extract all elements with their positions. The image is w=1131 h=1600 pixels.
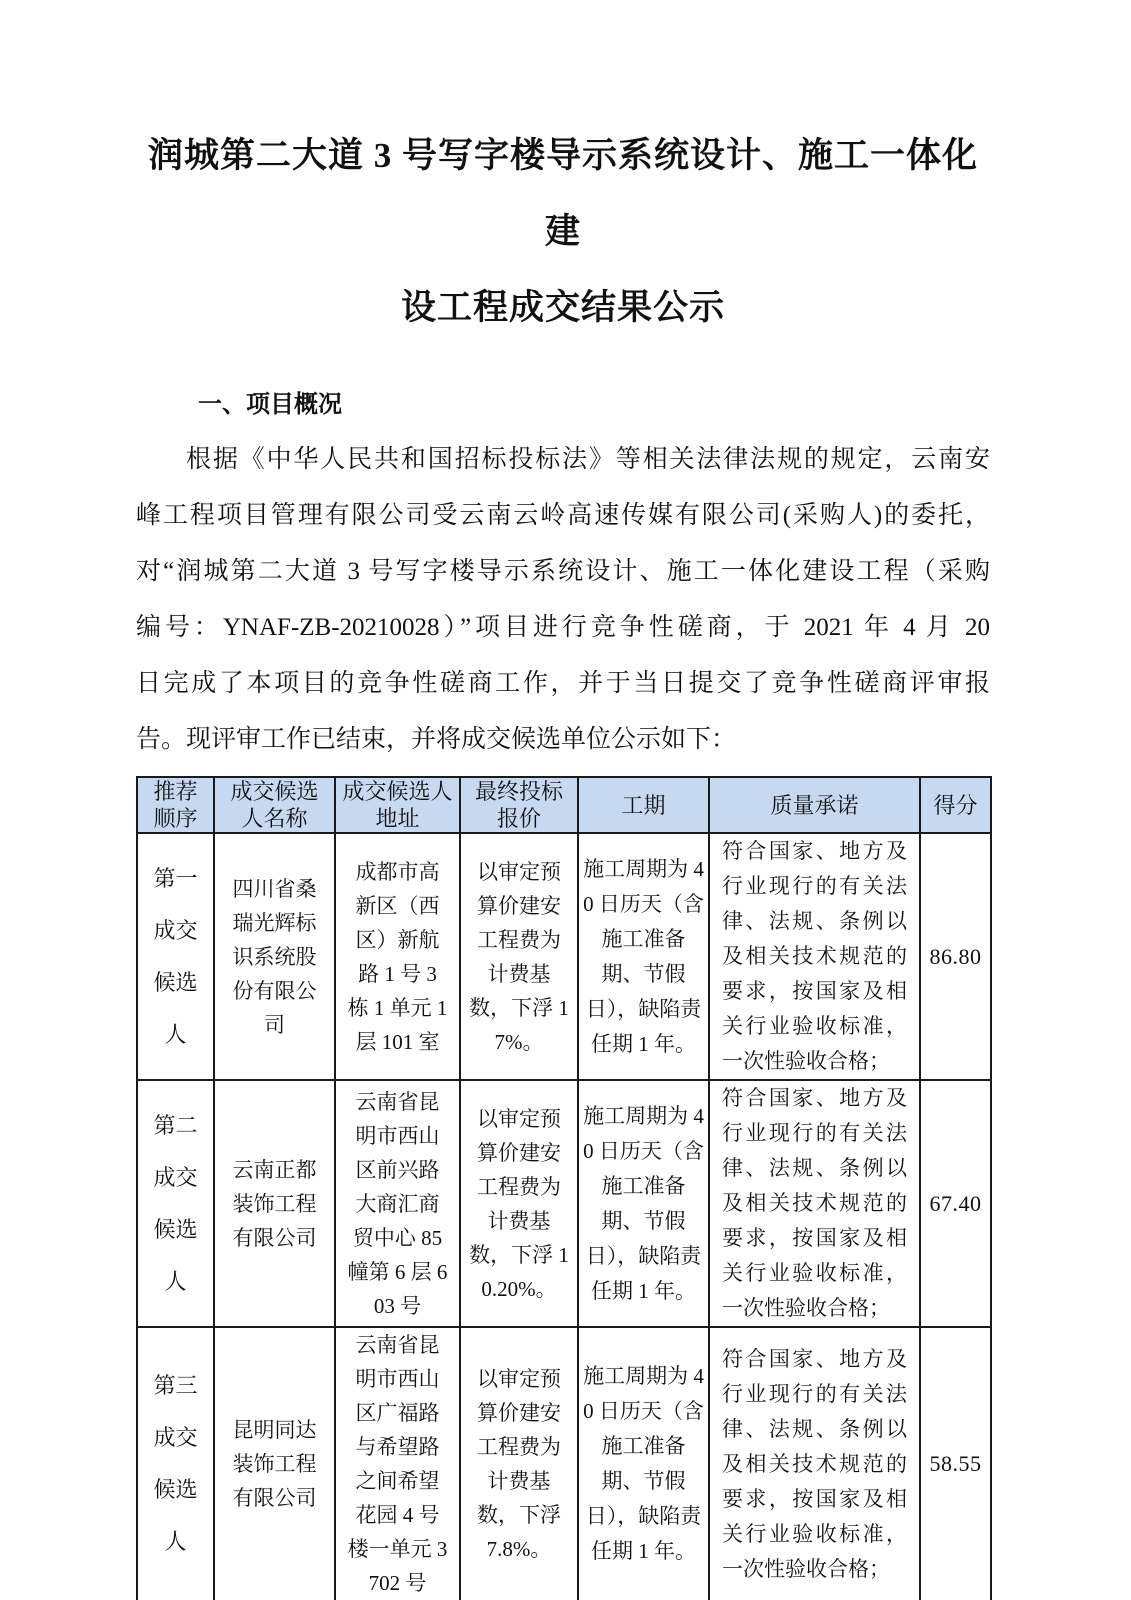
cell-duration: 施工周期为 40 日历天（含施工准备期、节假日），缺陷责任期 1 年。	[578, 1080, 709, 1327]
table-row	[137, 833, 991, 1080]
body-paragraph-line: 对“润城第二大道 3 号写字楼导示系统设计、施工一体化建设工程（采购	[136, 558, 990, 585]
cell-duration: 施工周期为 40 日历天（含施工准备期、节假日），缺陷责任期 1 年。	[578, 833, 709, 1080]
cell-address: 云南省昆明市西山区广福路与希望路之间希望花园 4 号楼一单元 3702 号	[335, 1327, 460, 1600]
body-paragraph-line: 峰工程项目管理有限公司受云南云岭高速传媒有限公司(采购人)的委托，	[136, 502, 990, 529]
cell-name: 昆明同达装饰工程有限公司	[214, 1327, 335, 1600]
cell-quality: 符合国家、地方及行业现行的有关法律、法规、条例以及相关技术规范的要求，按国家及相关行业验收标准，一次性验收合格；	[709, 833, 920, 1080]
cell-name: 云南正都装饰工程有限公司	[214, 1080, 335, 1327]
body-paragraph	[136, 432, 990, 768]
cell-score: 86.80	[920, 833, 991, 1080]
cell-quality: 符合国家、地方及行业现行的有关法律、法规、条例以及相关技术规范的要求，按国家及相关行业验收标准，一次性验收合格；	[709, 1080, 920, 1327]
table-row	[137, 1327, 991, 1600]
col-header-rank: 推荐顺序	[137, 777, 214, 833]
cell-score: 67.40	[920, 1080, 991, 1327]
cell-duration: 施工周期为 40 日历天（含施工准备期、节假日），缺陷责任期 1 年。	[578, 1327, 709, 1600]
col-header-quality-commitment: 质量承诺	[709, 777, 920, 833]
col-header-score: 得分	[920, 777, 991, 833]
col-header-candidate-address: 成交候选人地址	[335, 777, 460, 833]
body-paragraph-line: 告。现评审工作已结束，并将成交候选单位公示如下：	[136, 726, 737, 753]
body-paragraph-line: 根据《中华人民共和国招标投标法》等相关法律法规的规定，云南安	[186, 446, 990, 473]
body-paragraph-line: 编号：YNAF-ZB-20210028）”项目进行竞争性磋商，于 2021 年 4 月 20	[136, 614, 990, 641]
cell-quality: 符合国家、地方及行业现行的有关法律、法规、条例以及相关技术规范的要求，按国家及相关行业验收标准，一次性验收合格；	[709, 1327, 920, 1600]
cell-score: 58.55	[920, 1327, 991, 1600]
table-row	[137, 1080, 991, 1327]
section-heading-project-overview: 一、项目概况	[198, 392, 342, 418]
document-title-line-2: 设工程成交结果公示	[400, 288, 725, 327]
cell-price: 以审定预算价建安工程费为计费基数，下浮 10.20%。	[460, 1080, 578, 1327]
table-header-row	[137, 777, 991, 833]
cell-address: 成都市高新区（西区）新航路 1 号 3 栋 1 单元 1 层 101 室	[335, 833, 460, 1080]
cell-price: 以审定预算价建安工程费为计费基数，下浮 7.8%。	[460, 1327, 578, 1600]
cell-name: 四川省桑瑞光辉标识系统股份有限公司	[214, 833, 335, 1080]
cell-address: 云南省昆明市西山区前兴路大商汇商贸中心 85 幢第 6 层 603 号	[335, 1080, 460, 1327]
page-content	[136, 0, 990, 1600]
bid-result-table	[136, 776, 992, 1600]
cell-rank: 第一成交候选人	[137, 833, 214, 1080]
col-header-final-bid-price: 最终投标报价	[460, 777, 578, 833]
cell-rank: 第三成交候选人	[137, 1327, 214, 1600]
document-title	[136, 118, 990, 346]
body-paragraph-line: 日完成了本项目的竞争性磋商工作，并于当日提交了竞争性磋商评审报	[136, 670, 990, 697]
col-header-duration: 工期	[578, 777, 709, 833]
cell-price: 以审定预算价建安工程费为计费基数，下浮 17%。	[460, 833, 578, 1080]
document-title-line-1: 润城第二大道 3 号写字楼导示系统设计、施工一体化建	[147, 136, 978, 251]
col-header-candidate-name: 成交候选人名称	[214, 777, 335, 833]
cell-rank: 第二成交候选人	[137, 1080, 214, 1327]
